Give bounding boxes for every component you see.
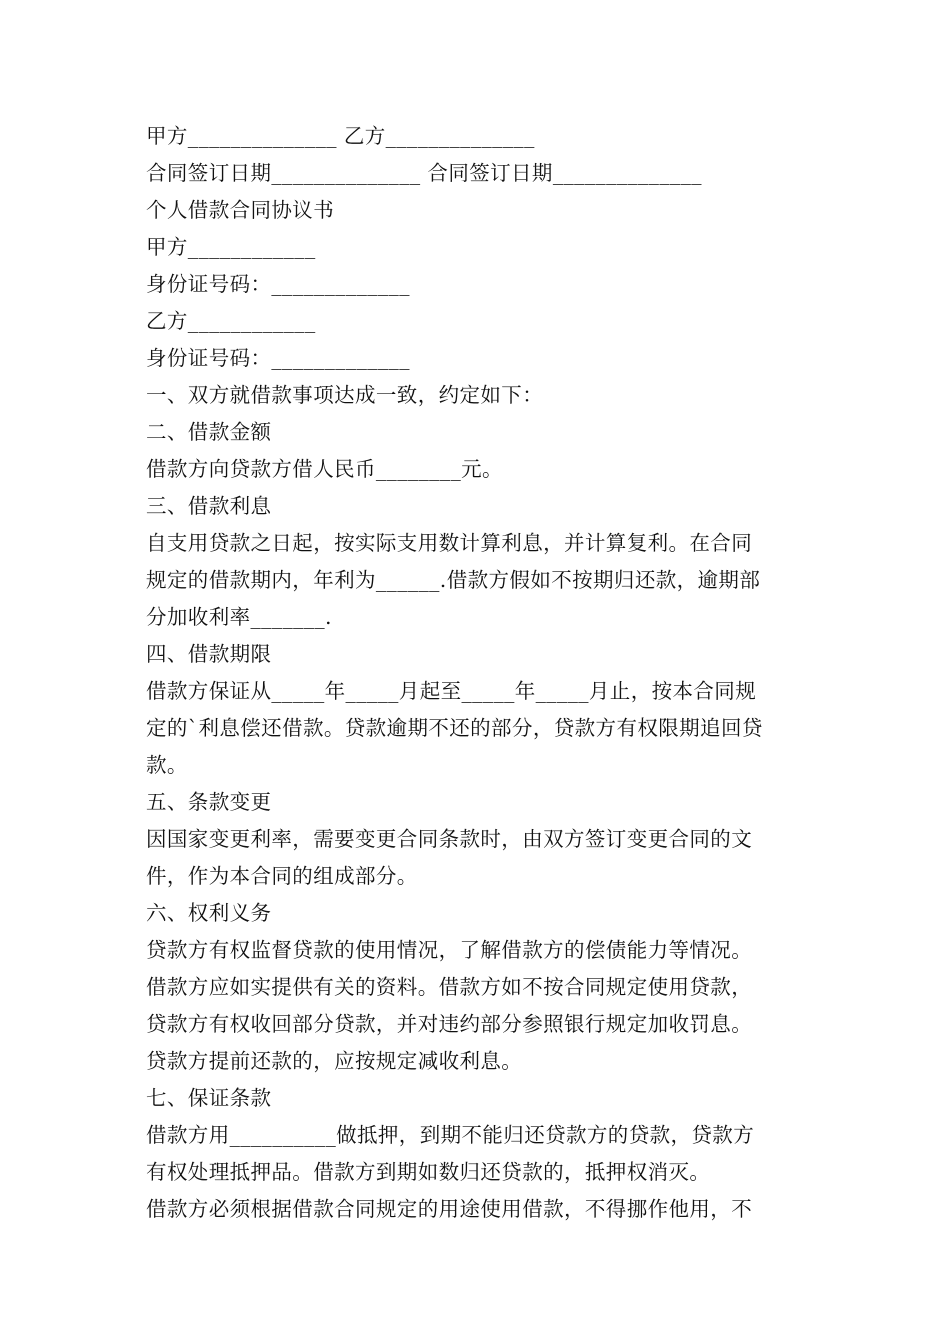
party-b-id-field: 身份证号码：_____________: [146, 346, 410, 370]
paragraph-line: 因国家变更利率，需要变更合同条款时，由双方签订变更合同的文: [146, 827, 753, 851]
paragraph-line: 贷款方提前还款的，应按规定减收利息。: [146, 1049, 523, 1073]
party-line: 甲方______________ 乙方______________: [146, 124, 535, 148]
section-heading: 三、借款利息: [146, 494, 272, 518]
document-page: [146, 118, 810, 1228]
paragraph-line: 贷款方有权监督贷款的使用情况，了解借款方的偿债能力等情况。: [146, 938, 753, 962]
paragraph-line: 定的`利息偿还借款。贷款逾期不还的部分，贷款方有权限期追回贷: [146, 716, 763, 740]
paragraph-line: 借款方向贷款方借人民币________元。: [146, 457, 503, 481]
sign-date-line: 合同签订日期______________ 合同签订日期______________: [146, 161, 702, 185]
paragraph-line: 借款方用__________做抵押，到期不能归还贷款方的贷款，贷款方: [146, 1123, 755, 1147]
paragraph-line: 自支用贷款之日起，按实际支用数计算利息，并计算复利。在合同: [146, 531, 753, 555]
paragraph-line: 件，作为本合同的组成部分。: [146, 864, 418, 888]
paragraph-line: 款。: [146, 753, 188, 777]
document-title: 个人借款合同协议书: [146, 198, 335, 222]
section-heading: 一、双方就借款事项达成一致，约定如下：: [146, 383, 544, 407]
paragraph-line: 规定的借款期内，年利为______.借款方假如不按期归还款，逾期部: [146, 568, 761, 592]
paragraph-line: 贷款方有权收回部分贷款，并对违约部分参照银行规定加收罚息。: [146, 1012, 753, 1036]
paragraph-line: 借款方应如实提供有关的资料。借款方如不按合同规定使用贷款，: [146, 975, 753, 999]
section-heading: 五、条款变更: [146, 790, 272, 814]
party-a-id-field: 身份证号码：_____________: [146, 272, 410, 296]
party-b-field: 乙方____________: [146, 309, 316, 333]
section-heading: 二、借款金额: [146, 420, 272, 444]
paragraph-line: 借款方保证从_____年_____月起至_____年_____月止，按本合同规: [146, 679, 757, 703]
section-heading: 四、借款期限: [146, 642, 272, 666]
paragraph-line: 借款方必须根据借款合同规定的用途使用借款，不得挪作他用，不: [146, 1197, 753, 1221]
paragraph-line: 分加收利率_______.: [146, 605, 332, 629]
section-heading: 六、权利义务: [146, 901, 272, 925]
paragraph-line: 有权处理抵押品。借款方到期如数归还贷款的，抵押权消灭。: [146, 1160, 711, 1184]
section-heading: 七、保证条款: [146, 1086, 272, 1110]
party-a-field: 甲方____________: [146, 235, 316, 259]
